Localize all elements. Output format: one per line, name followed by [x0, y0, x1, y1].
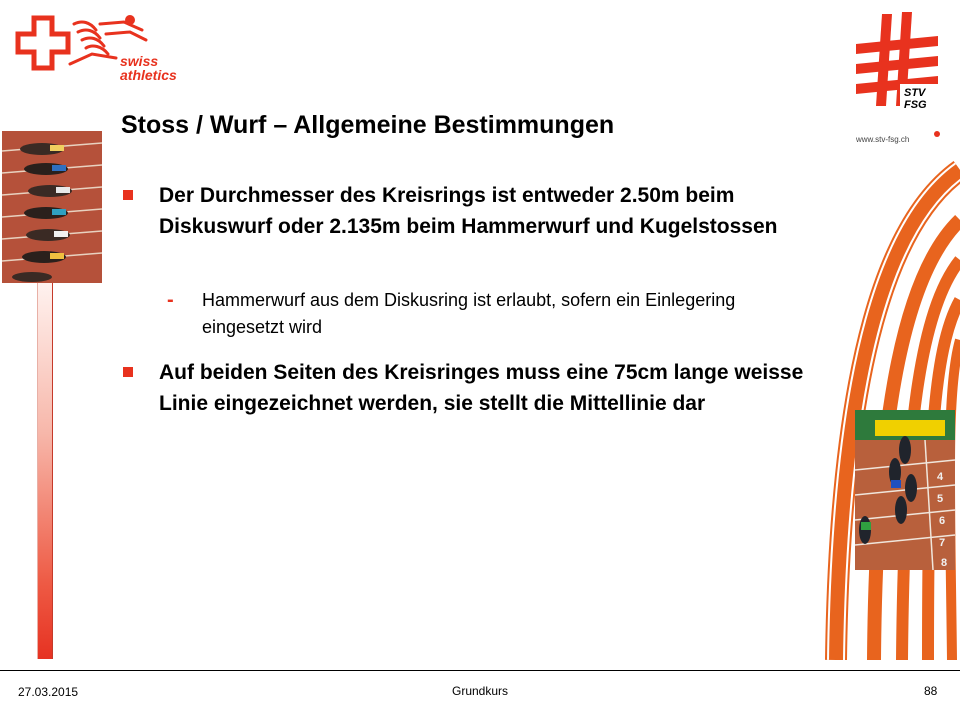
svg-text:6: 6 — [939, 515, 946, 527]
sprint-start-photo — [2, 131, 102, 283]
svg-text:www.stv-fsg.ch: www.stv-fsg.ch — [856, 135, 910, 144]
svg-text:4: 4 — [937, 471, 944, 483]
page-number: 88 — [924, 684, 938, 698]
bullet-text: Der Durchmesser des Kreisrings ist entweder 2.50m beim Diskuswurf oder 2.135m beim Hammerwurf und Kugelstossen — [159, 184, 778, 238]
bullet-text: Auf beiden Seiten des Kreisringes muss eine 75cm lange weisse Linie eingezeichnet werden, sie stellt die Mittellinie dar — [159, 361, 804, 415]
svg-text:STV: STV — [904, 87, 926, 99]
bullet-item — [140, 180, 810, 242]
sub-bullet-text: Hammerwurf aus dem Diskusring ist erlaubt, sofern ein Einlegering eingesetzt wird — [202, 290, 736, 337]
bullet-square-icon — [123, 367, 133, 377]
bullet-item — [140, 357, 810, 419]
stv-fsg-logo — [852, 10, 942, 148]
dash-marker: - — [167, 289, 174, 311]
footer-divider — [0, 670, 960, 671]
svg-text:7: 7 — [939, 537, 946, 549]
finish-line-photo — [855, 410, 955, 570]
svg-text:5: 5 — [937, 493, 944, 505]
footer-date: 27.03.2015 — [18, 685, 79, 699]
sub-bullet-item — [167, 287, 822, 341]
bullet-square-icon — [123, 190, 133, 200]
slide-title: Stoss / Wurf – Allgemeine Bestimmungen — [121, 111, 615, 139]
left-gradient-bar — [37, 283, 53, 659]
footer-title: Grundkurs — [451, 684, 509, 698]
svg-text:FSG: FSG — [904, 99, 927, 111]
swiss-athletics-logo — [12, 12, 182, 84]
svg-text:swiss: swiss — [120, 53, 159, 69]
svg-text:8: 8 — [941, 557, 948, 569]
svg-text:athletics: athletics — [120, 67, 177, 83]
